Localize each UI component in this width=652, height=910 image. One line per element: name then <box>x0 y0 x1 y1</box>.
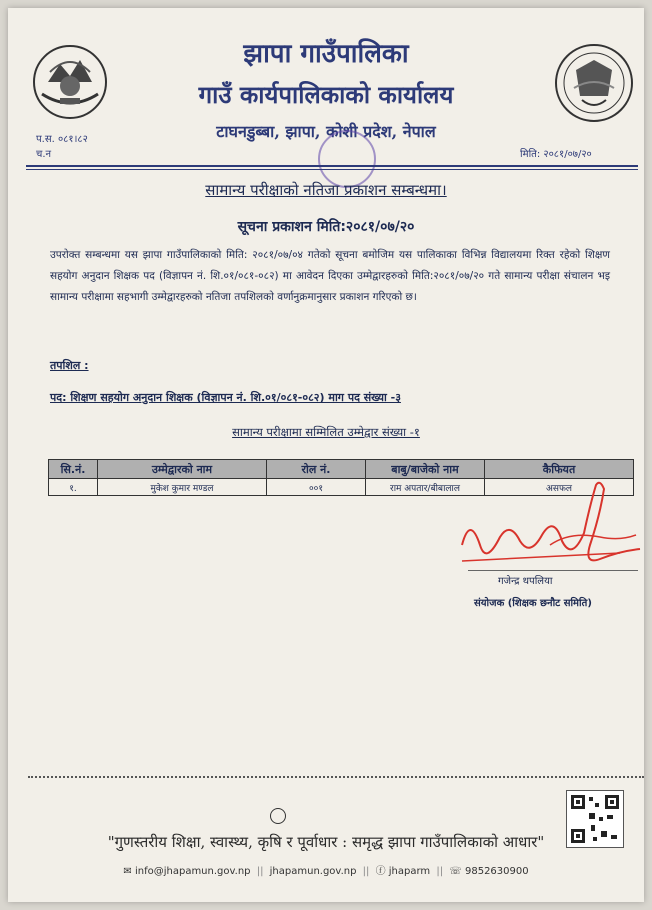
separator: || <box>436 866 444 877</box>
reference-block <box>36 132 88 162</box>
municipality-title: झापा गाउँपालिका <box>243 39 409 69</box>
signature-line <box>468 570 638 571</box>
col-header-candidate-name: उम्मेद्वारको नाम <box>98 460 267 479</box>
notice-subject-text: सामान्य परीक्षाको नतिजा प्रकाशन सम्बन्धमा। <box>205 181 447 199</box>
footer-website[interactable]: jhapamun.gov.np <box>269 866 357 877</box>
cell-roll-no: ००१ <box>267 479 366 496</box>
notice-publish-date: सूचना प्रकाशन मिति:२०८१/०७/२० <box>237 219 415 235</box>
footer-divider <box>28 776 644 778</box>
header-divider <box>26 165 638 167</box>
cell-remarks: असफल <box>485 479 634 496</box>
office-title: गाउँ कार्यपालिकाको कार्यालय <box>198 80 454 109</box>
separator: || <box>256 866 264 877</box>
footer-email[interactable]: info@jhapamun.gov.np <box>134 866 251 877</box>
notice-body: उपरोक्त सम्बन्धमा यस झापा गाउँपालिकाको मिति: २०८१/०७/०४ गतेको सूचना बमोजिम यस पालिकाका विभिन्न विद्यालयमा रिक्त रहेको शिक्षण सहयोग अनुदान शिक्षक पद (विज्ञापन नं. शि.०१/०८१-०८२) मा आवेदन दिएका उम्मेद्वारहरुको मिति:२०८१/०७/२० गते सामान्य परीक्षा संचालन भइ सामान्य परीक्षामा सहभागी उम्मेद्वारहरुको नतिजा तपशिलको वर्णानुक्रमानुसार प्रकाशन गरिएको छ। <box>50 249 610 303</box>
details-heading: तपशिल : <box>50 359 89 372</box>
candidate-count: सामान्य परीक्षामा सम्मिलित उम्मेद्वार संख्या -१ <box>232 425 420 439</box>
footer-phone[interactable]: 9852630900 <box>464 866 529 877</box>
footer-slogan: "गुणस्तरीय शिक्षा, स्वास्थ्य, कृषि र पूर्वाधार : समृद्ध झापा गाउँपालिकाको आधार" <box>107 833 545 851</box>
col-header-serial: सि.नं. <box>49 460 98 479</box>
col-header-remarks: कैफियत <box>485 460 634 479</box>
separator: || <box>362 866 370 877</box>
dispatch-number: च.न <box>36 149 52 160</box>
col-header-roll-no: रोल नं. <box>267 460 366 479</box>
notice-subject <box>0 180 652 200</box>
office-address: टाघनडुब्बा, झापा, कोशी प्रदेश, नेपाल <box>216 122 436 141</box>
footer-facebook[interactable]: jhaparm <box>388 866 431 877</box>
post-description: पद: शिक्षण सहयोग अनुदान शिक्षक (विज्ञापन नं. शि.०१/०८१-०८२) माग पद संख्या -३ <box>50 391 401 404</box>
header-divider-thin <box>26 169 638 170</box>
handwritten-signature <box>450 475 650 585</box>
signatory-name: गजेन्द्र थपलिया <box>498 576 553 587</box>
col-header-parent-name: बाबु/बाजेको नाम <box>366 460 485 479</box>
reference-number: प.स. ०८१।८२ <box>36 134 88 145</box>
globe-icon <box>270 808 286 824</box>
phone-icon: ☏ <box>449 866 462 877</box>
cell-candidate-name: मुकेश कुमार मण्डल <box>98 479 267 496</box>
letter-date: मिति: २०८१/०७/२० <box>520 149 592 160</box>
facebook-icon: ⓕ <box>375 866 386 877</box>
email-icon: ✉ <box>123 866 132 877</box>
cell-parent-name: राम अपतार/बीबालाल <box>366 479 485 496</box>
cell-serial: १. <box>49 479 98 496</box>
footer-contacts <box>0 862 652 877</box>
signatory-role: संयोजक (शिक्षक छनौट समिति) <box>474 598 592 609</box>
